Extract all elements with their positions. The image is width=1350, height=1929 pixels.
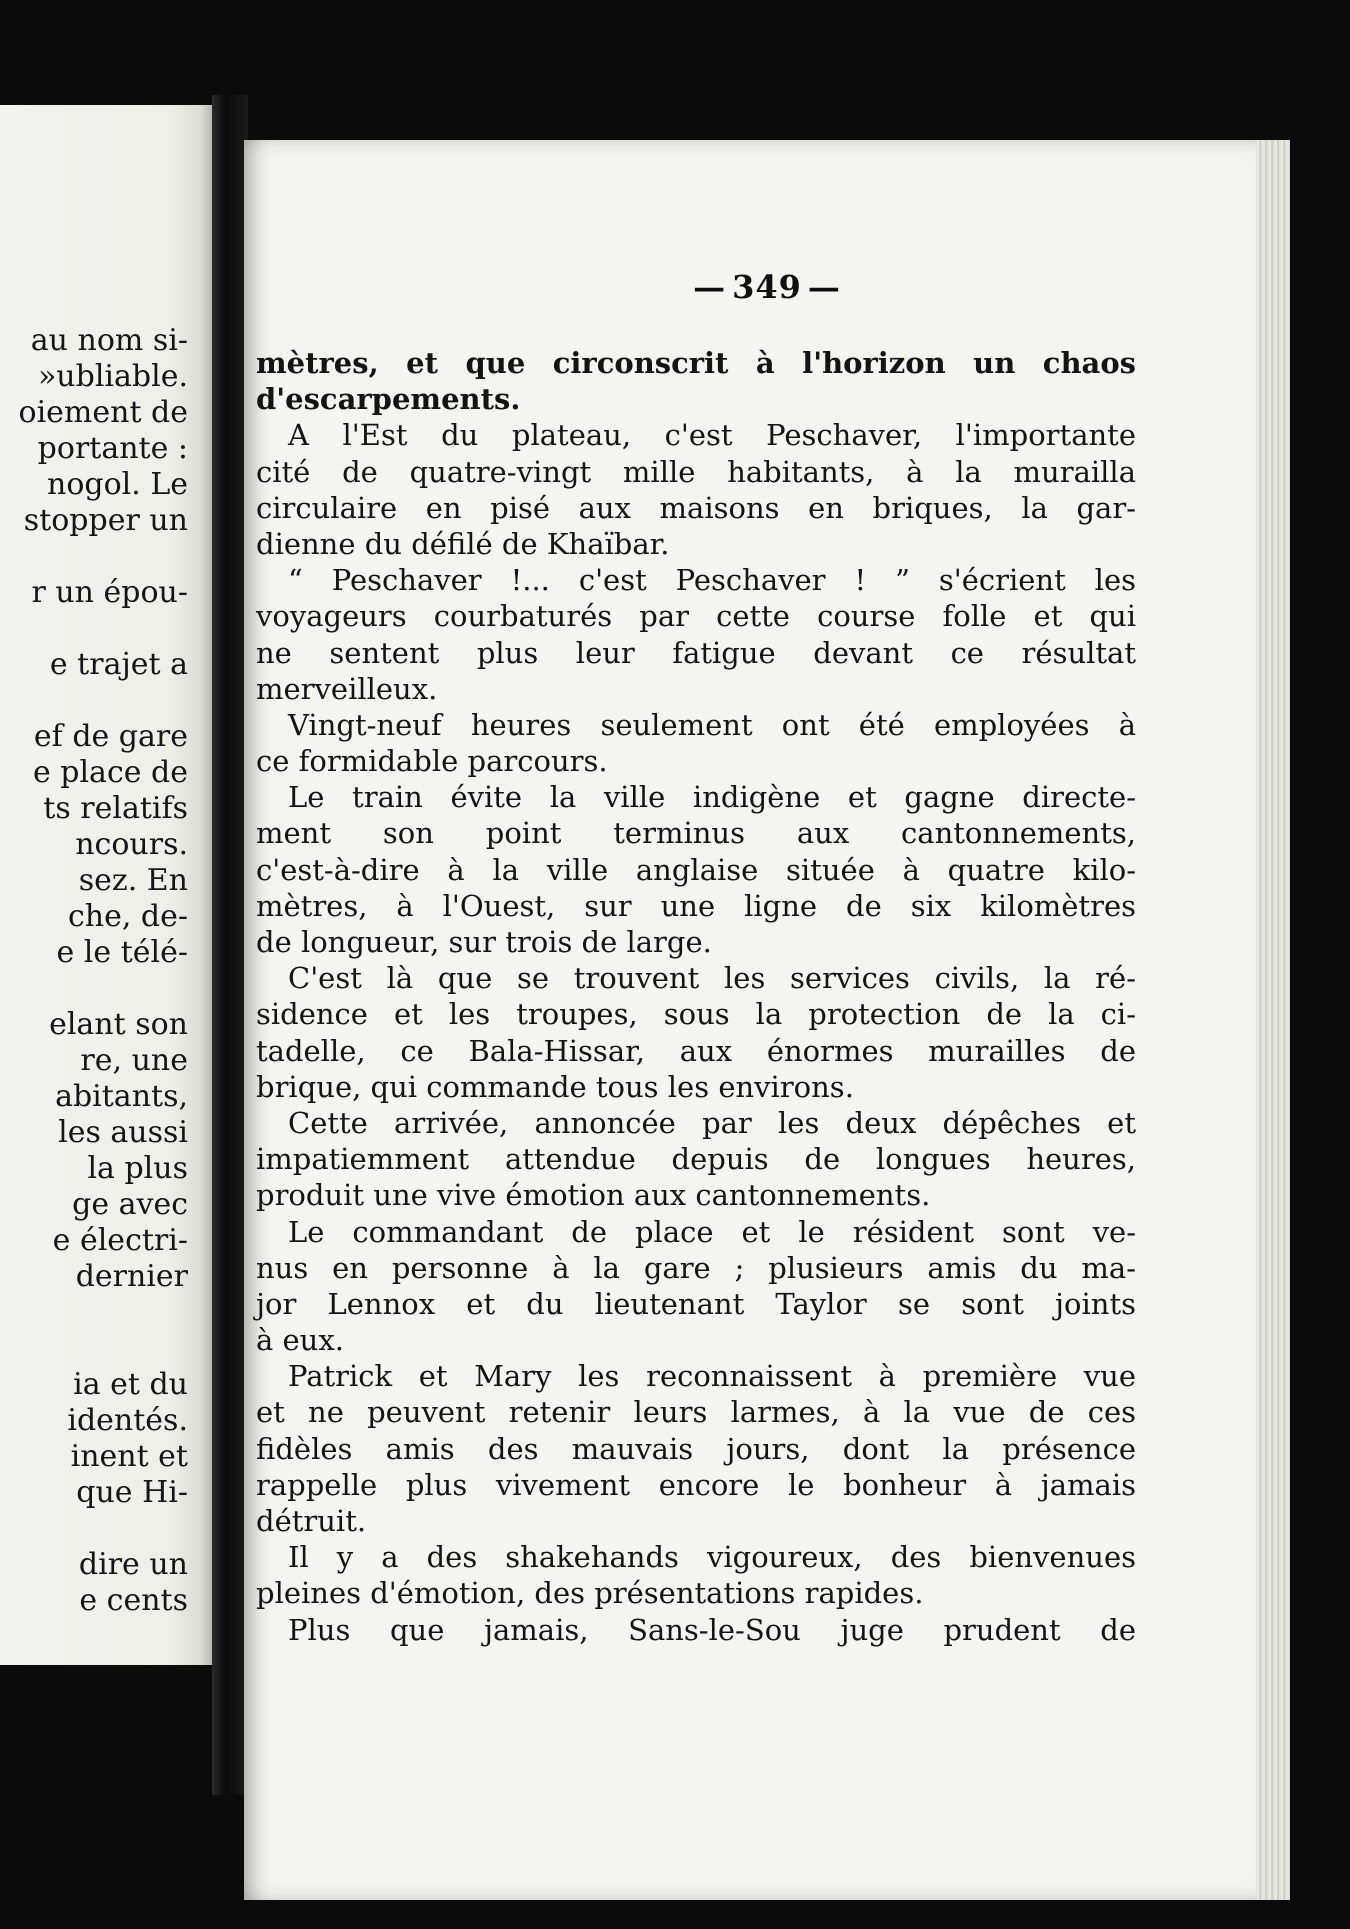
- text-line: mètres, à l'Ouest, sur une ligne de six kilomètres: [256, 888, 1136, 923]
- left-page-line: re, une: [80, 1043, 188, 1078]
- paragraph: [256, 345, 1136, 417]
- right-page: [244, 140, 1290, 1900]
- left-page-line: che, de-: [67, 899, 188, 934]
- paragraph: [256, 1539, 1136, 1611]
- text-line: Le train évite la ville indigène et gagne directe-: [288, 780, 1136, 815]
- left-page-line: ia et du: [73, 1367, 188, 1402]
- text-line: Vingt-neuf heures seulement ont été employées à: [288, 707, 1136, 742]
- left-page-line: les aussi: [58, 1115, 188, 1150]
- left-page-line: e place de: [32, 755, 188, 790]
- text-line: Cette arrivée, annoncée par les deux dépêches et: [288, 1105, 1136, 1140]
- left-page-line: e le télé-: [56, 935, 188, 970]
- text-line: fidèles amis des mauvais jours, dont la présence: [256, 1431, 1136, 1466]
- left-page-line: que Hi-: [76, 1475, 188, 1510]
- left-page-line: »ubliable.: [37, 359, 188, 394]
- paragraph: [256, 1358, 1136, 1539]
- left-page-line: nogol. Le: [47, 467, 188, 502]
- left-page-line: e trajet a: [49, 647, 188, 682]
- left-page-line: identés.: [67, 1403, 188, 1438]
- paragraph: [256, 562, 1136, 707]
- text-line: c'est-à-dire à la ville anglaise située à quatre kilo-: [256, 852, 1136, 887]
- paragraph: [256, 1105, 1136, 1214]
- left-page-line: [19, 1331, 188, 1367]
- text-line: A l'Est du plateau, c'est Peschaver, l'importante: [288, 418, 1136, 453]
- left-page-line: oiement de: [18, 395, 188, 430]
- text-line: à eux.: [256, 1323, 344, 1358]
- text-line: cité de quatre-vingt mille habitants, à la murailla: [256, 454, 1136, 489]
- text-line: Plus que jamais, Sans-le-Sou juge prudent de: [288, 1612, 1136, 1647]
- text-line: C'est là que se trouvent les services civils, la ré-: [288, 961, 1136, 996]
- text-line: voyageurs courbaturés par cette course folle et qui: [256, 599, 1136, 634]
- text-line: “ Peschaver !... c'est Peschaver ! ” s'écrient les: [288, 563, 1136, 598]
- text-line: détruit.: [256, 1504, 367, 1538]
- page-number-dash-left: —: [693, 268, 727, 306]
- left-page-line: ncours.: [75, 827, 188, 862]
- paragraph: [256, 417, 1136, 562]
- left-page-line: dire un: [78, 1547, 188, 1582]
- left-page-line: [19, 1295, 188, 1331]
- left-page-line: ef de gare: [33, 719, 188, 754]
- left-page-line: ts relatifs: [43, 791, 188, 826]
- text-line: ment son point terminus aux cantonnements,: [256, 816, 1136, 851]
- left-page-line: dernier: [75, 1259, 188, 1294]
- book-gutter: [212, 95, 248, 1795]
- left-page-line: [19, 683, 188, 719]
- text-line: de longueur, sur trois de large.: [256, 925, 712, 959]
- text-line: sidence et les troupes, sous la protection de la ci-: [256, 997, 1136, 1032]
- left-page-line: inent et: [70, 1439, 188, 1474]
- text-line: jor Lennox et du lieutenant Taylor se sont joints: [256, 1286, 1136, 1321]
- left-page-line: la plus: [87, 1151, 188, 1186]
- left-page-line: abitants,: [55, 1079, 188, 1114]
- page-edge-stack: [1256, 140, 1290, 1900]
- text-line: brique, qui commande tous les environs.: [256, 1069, 854, 1104]
- left-page-line: [19, 539, 188, 575]
- text-line: rappelle plus vivement encore le bonheur à jamais: [256, 1467, 1136, 1502]
- text-line: dienne du défilé de Khaïbar.: [256, 526, 670, 561]
- text-line: ne sentent plus leur fatigue devant ce résultat: [256, 635, 1136, 670]
- left-page-line: stopper un: [23, 503, 188, 538]
- text-line: tadelle, ce Bala-Hissar, aux énormes murailles de: [256, 1033, 1136, 1068]
- text-line: impatiemment attendue depuis de longues heures,: [256, 1142, 1136, 1177]
- text-line: et ne peuvent retenir leurs larmes, à la vue de ces: [256, 1395, 1136, 1430]
- left-page-line: au nom si-: [30, 323, 188, 358]
- left-page-line: sez. En: [78, 863, 188, 898]
- paragraph: [256, 1612, 1136, 1648]
- left-page-line: [19, 1511, 188, 1547]
- page-number-value: 349: [732, 268, 802, 306]
- left-page-text: [19, 323, 188, 1619]
- page-number-dash-right: —: [807, 268, 841, 306]
- text-line: mètres, et que circonscrit à l'horizon un chaos: [256, 346, 1136, 380]
- text-line: Le commandant de place et le résident sont ve-: [288, 1214, 1136, 1249]
- left-page-line: ge avec: [72, 1187, 188, 1222]
- text-line: Patrick et Mary les reconnaissent à première vue: [288, 1359, 1136, 1394]
- paragraph: [256, 1214, 1136, 1359]
- left-page-line: [19, 971, 188, 1007]
- text-line: nus en personne à la gare ; plusieurs amis du ma-: [256, 1250, 1136, 1285]
- text-line: circulaire en pisé aux maisons en briques, la gar-: [256, 490, 1136, 525]
- left-page-line: portante :: [37, 431, 188, 466]
- left-page-line: r un épou-: [31, 575, 188, 610]
- text-line: pleines d'émotion, des présentations rapides.: [256, 1576, 924, 1611]
- page-body-text: [256, 345, 1136, 1648]
- left-page-fragment: [0, 105, 212, 1665]
- paragraph: [256, 779, 1136, 960]
- text-line: ce formidable parcours.: [256, 744, 608, 779]
- page-number: [244, 268, 1290, 306]
- left-page-line: e électri-: [52, 1223, 188, 1258]
- left-page-line: elant son: [49, 1007, 188, 1042]
- text-line: produit une vive émotion aux cantonnements.: [256, 1178, 931, 1213]
- text-line: Il y a des shakehands vigoureux, des bienvenues: [288, 1540, 1136, 1575]
- left-page-line: [19, 611, 188, 647]
- left-page-line: e cents: [79, 1583, 188, 1618]
- paragraph: [256, 707, 1136, 779]
- text-line: d'escarpements.: [256, 382, 521, 417]
- text-line: merveilleux.: [256, 671, 438, 706]
- paragraph: [256, 960, 1136, 1105]
